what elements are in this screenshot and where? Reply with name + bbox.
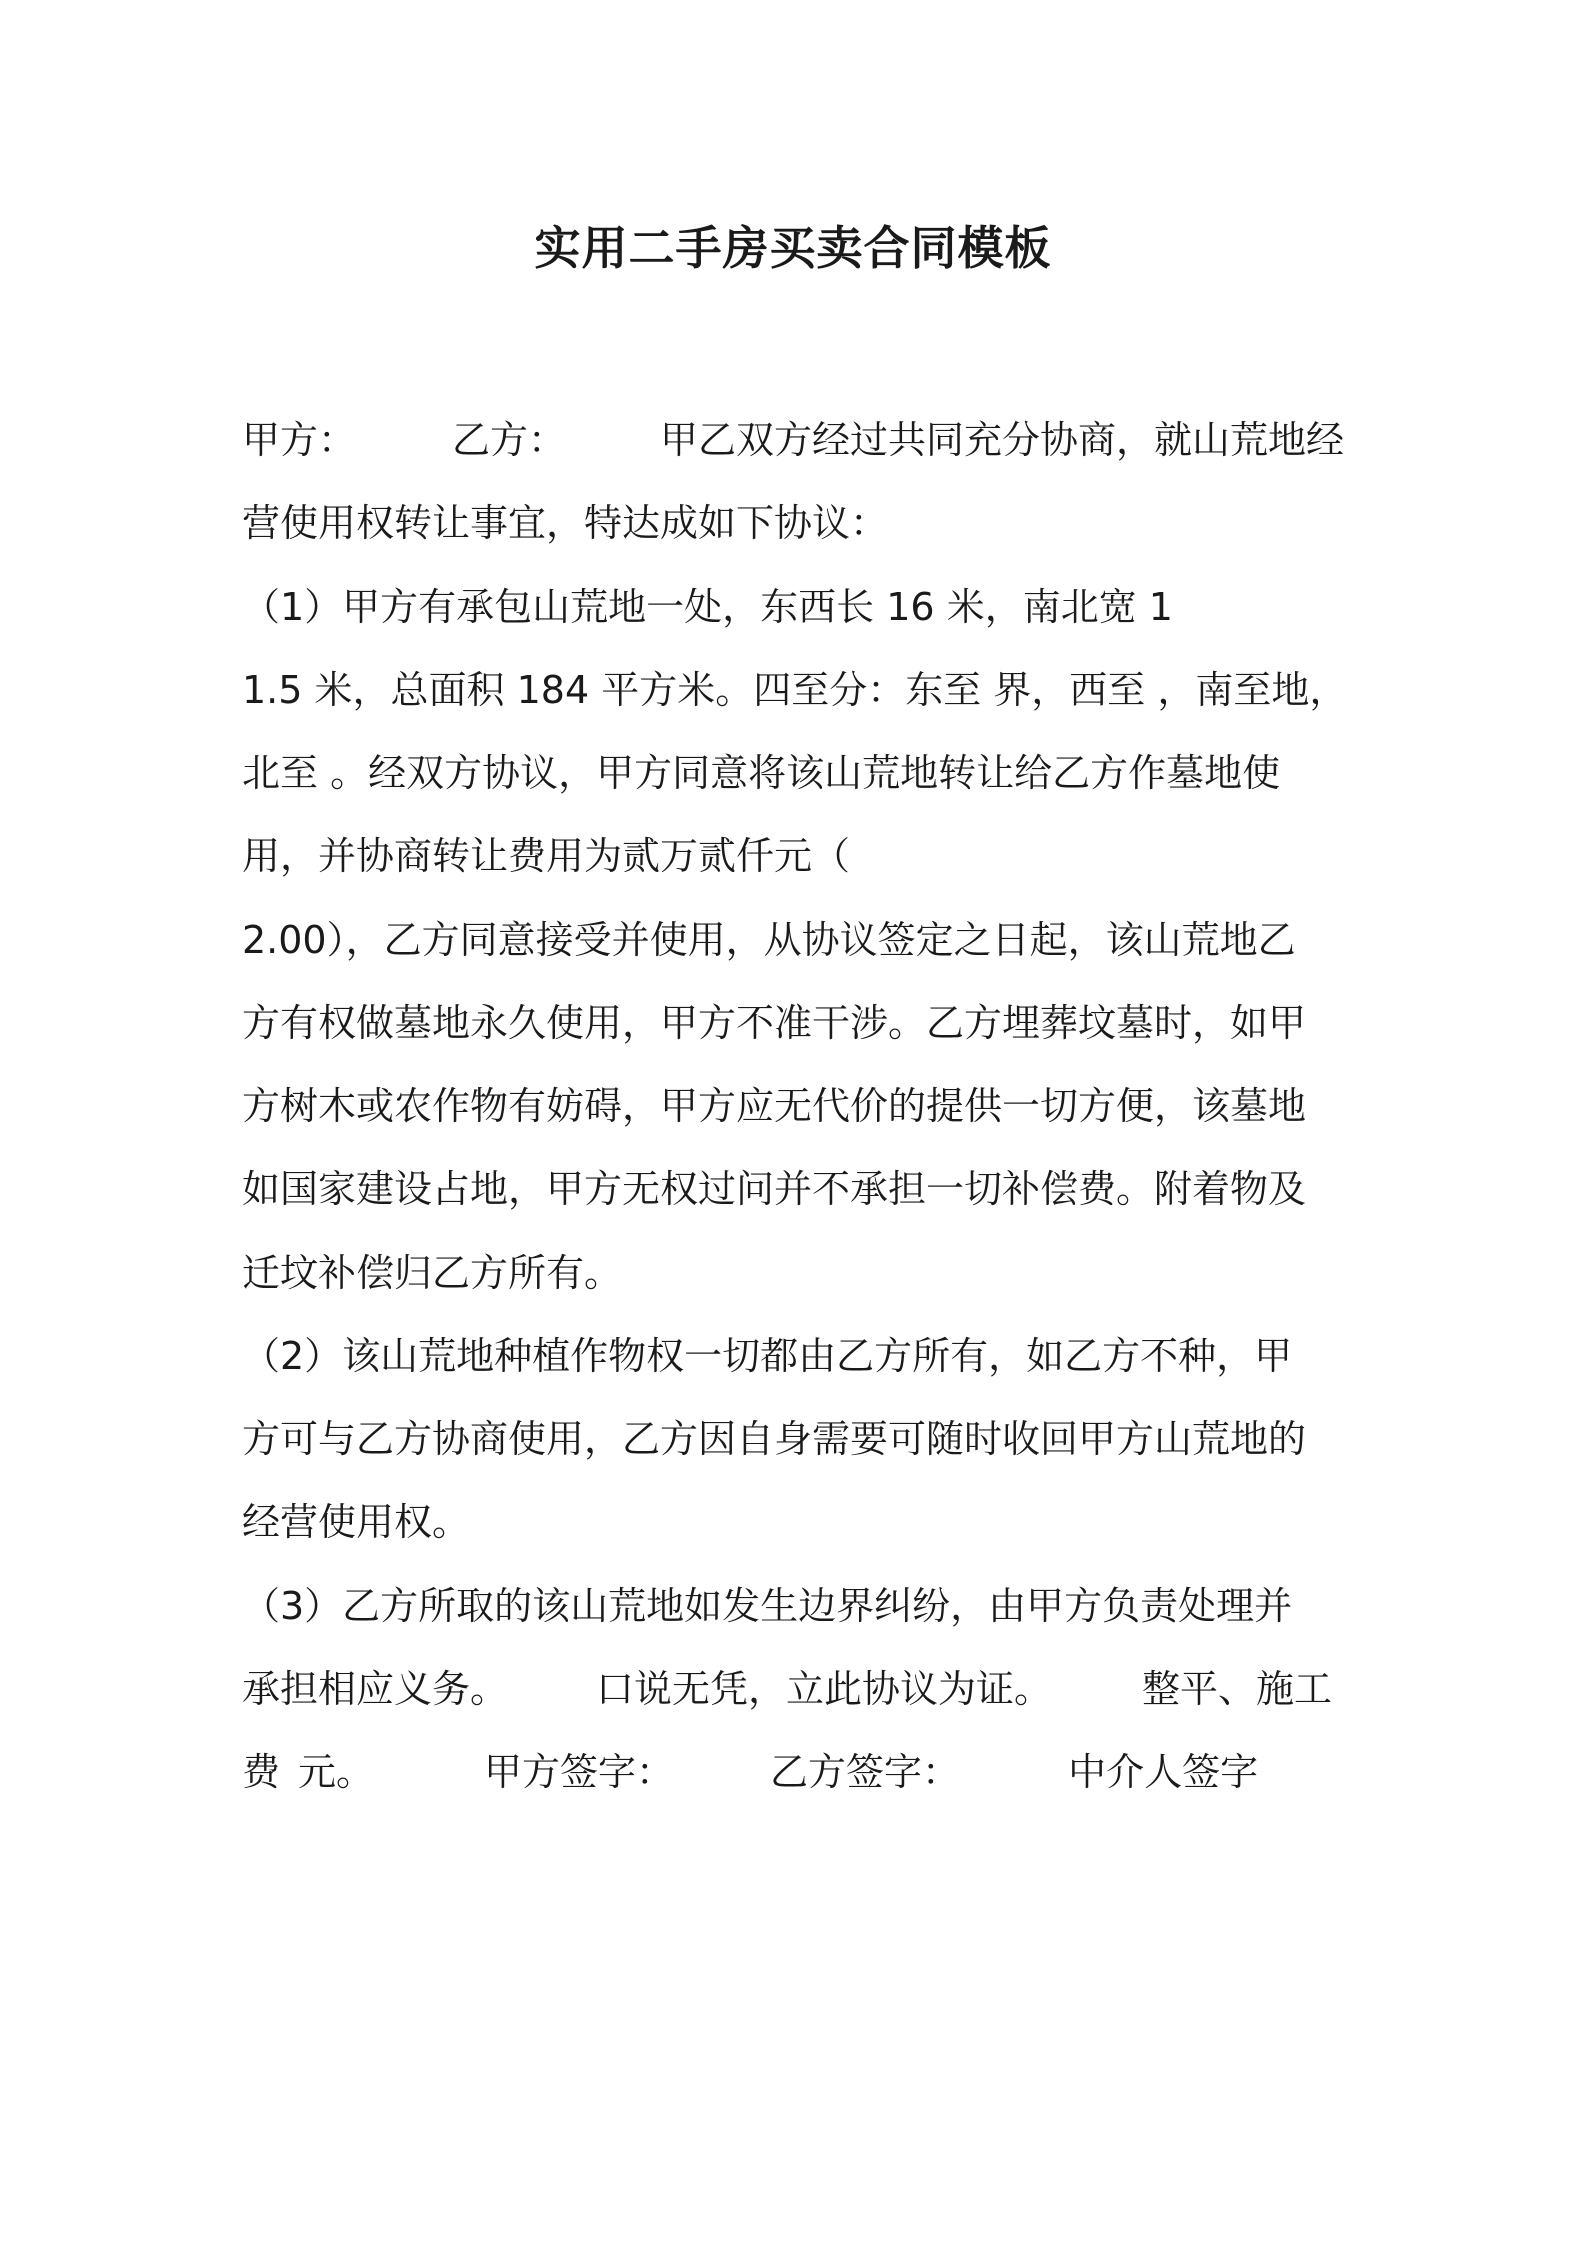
- document-title: 实用二手房买卖合同模板: [534, 221, 1052, 275]
- clause-1-line-3: 北至 。经双方协议，甲方同意将该山荒地转让给乙方作墓地使: [242, 751, 1281, 795]
- party-b-label: 乙方：: [452, 418, 567, 462]
- intro-line-1: [242, 410, 1344, 470]
- evidence-text: 口说无凭，立此协议为证。: [596, 1667, 1053, 1711]
- party-b-signature-label: 乙方签字：: [770, 1750, 961, 1794]
- clause-2-line-1: （2）该山荒地种植作物权一切都由乙方所有，如乙方不种，甲: [242, 1334, 1293, 1378]
- clause-3-line-2: [242, 1659, 1332, 1719]
- fee-label: 费: [242, 1750, 281, 1794]
- clause-2-line-3: 经营使用权。: [242, 1500, 471, 1544]
- clause-1-line-9: 迁坟补偿归乙方所有。: [242, 1251, 623, 1295]
- intro-text: 甲乙双方经过共同充分协商，就山荒地经: [660, 418, 1345, 462]
- fee-unit: 元。: [298, 1750, 375, 1794]
- clause-1-line-5: 2.00），乙方同意接受并使用，从协议签定之日起，该山荒地乙: [242, 918, 1296, 962]
- party-a-label: 甲方：: [242, 418, 357, 462]
- construction-text: 整平、施工: [1142, 1667, 1333, 1711]
- clause-2-line-2: 方可与乙方协商使用，乙方因自身需要可随时收回甲方山荒地的: [242, 1417, 1307, 1461]
- clause-1-line-6: 方有权做墓地永久使用，甲方不准干涉。乙方埋葬坟墓时，如甲: [242, 1001, 1307, 1045]
- clause-3-line-1: （3）乙方所取的该山荒地如发生边界纠纷，由甲方负责处理并: [242, 1584, 1293, 1628]
- clause-1-line-4: 用，并协商转让费用为贰万贰仟元（: [242, 834, 851, 878]
- intro-line-2: 营使用权转让事宜，特达成如下协议：: [242, 501, 889, 545]
- clause-1-line-8: 如国家建设占地，甲方无权过问并不承担一切补偿费。附着物及: [242, 1167, 1307, 1211]
- clause-1-line-1: （1）甲方有承包山荒地一处，东西长 16 米，南北宽 1: [242, 585, 1173, 629]
- obligation-text: 承担相应义务。: [242, 1667, 509, 1711]
- signature-line: [242, 1742, 1258, 1802]
- clause-1-line-2: 1.5 米，总面积 184 平方米。四至分：东至 界，西至 ，南至地，: [242, 668, 1348, 712]
- clause-1-line-7: 方树木或农作物有妨碍，甲方应无代价的提供一切方便，该墓地: [242, 1084, 1307, 1128]
- party-a-signature-label: 甲方签字：: [484, 1750, 675, 1794]
- agent-signature-label: 中介人签字: [1068, 1750, 1259, 1794]
